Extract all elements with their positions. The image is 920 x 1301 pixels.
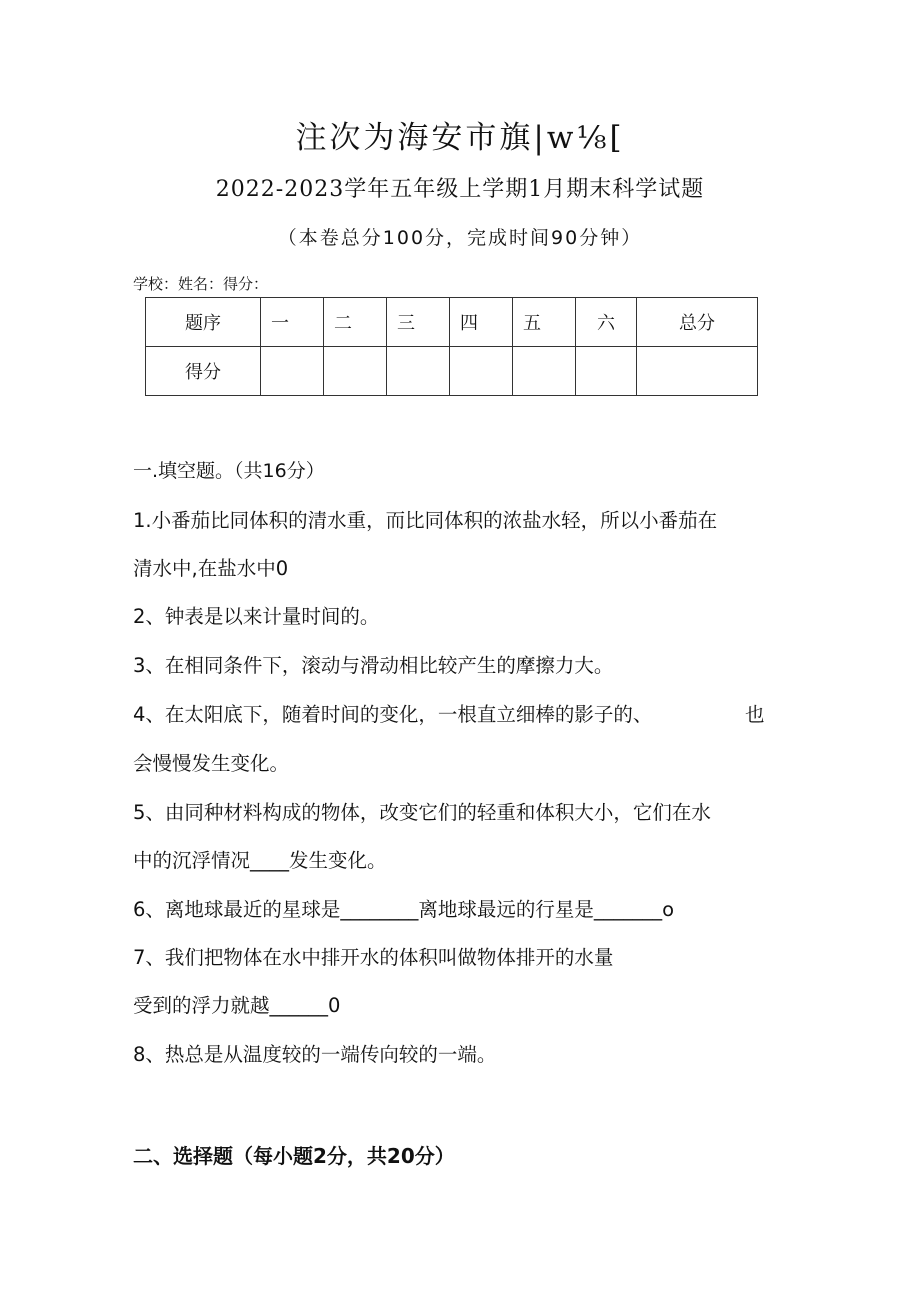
score-cell xyxy=(324,347,387,396)
question-line: 5、由同种材料构成的物体，改变它们的轻重和体积大小，它们在水 xyxy=(133,801,711,824)
score-table-score-row xyxy=(146,347,758,396)
score-header-cell: 六 xyxy=(576,298,637,347)
document-title: 注次为海安市旗|w⅛[ xyxy=(295,120,625,156)
student-info-line: 学校：姓名：得分： xyxy=(133,275,269,293)
score-cell xyxy=(576,347,637,396)
question-line: 会慢慢发生变化。 xyxy=(133,752,290,775)
question-line: 1.小番茄比同体积的清水重，而比同体积的浓盐水轻，所以小番茄在 xyxy=(133,509,718,532)
question-line: 6、离地球最近的星球是________离地球最远的行星是_______o xyxy=(133,898,675,921)
question-line: 受到的浮力就越______0 xyxy=(133,994,341,1017)
question-line: 中的沉浮情况____发生变化。 xyxy=(133,849,387,872)
score-header-cell: 二 xyxy=(324,298,387,347)
score-table-header-row xyxy=(146,298,758,347)
score-cell xyxy=(450,347,513,396)
question-line: 3、在相同条件下，滚动与滑动相比较产生的摩擦力大。 xyxy=(133,654,614,677)
score-header-cell: 题序 xyxy=(146,298,261,347)
question-line: 4、在太阳底下，随着时间的变化，一根直立细棒的影子的、 xyxy=(133,703,653,726)
exam-subtitle: （本卷总分100分，完成时间90分钟） xyxy=(277,227,643,249)
score-cell xyxy=(637,347,758,396)
section1-heading: 一.填空题。（共16分） xyxy=(133,460,325,482)
question-line: 7、我们把物体在水中排开水的体积叫做物体排开的水量 xyxy=(133,946,614,969)
score-table xyxy=(145,297,758,396)
exam-title: 2022-2023学年五年级上学期1月期末科学试题 xyxy=(215,177,705,202)
section2-heading: 二、选择题（每小题2分，共20分） xyxy=(133,1144,455,1168)
score-cell xyxy=(387,347,450,396)
question-line: 2、钟表是以来计量时间的。 xyxy=(133,605,380,628)
question-line: 8、热总是从温度较的一端传向较的一端。 xyxy=(133,1043,497,1066)
question-line: 清水中,在盐水中0 xyxy=(133,557,289,580)
score-header-cell: 三 xyxy=(387,298,450,347)
score-cell xyxy=(261,347,324,396)
score-cell xyxy=(513,347,576,396)
score-row-label: 得分 xyxy=(146,347,261,396)
score-header-cell: 五 xyxy=(513,298,576,347)
score-header-cell: 一 xyxy=(261,298,324,347)
score-header-cell: 总分 xyxy=(637,298,758,347)
question-line: 也 xyxy=(745,703,765,726)
score-header-cell: 四 xyxy=(450,298,513,347)
